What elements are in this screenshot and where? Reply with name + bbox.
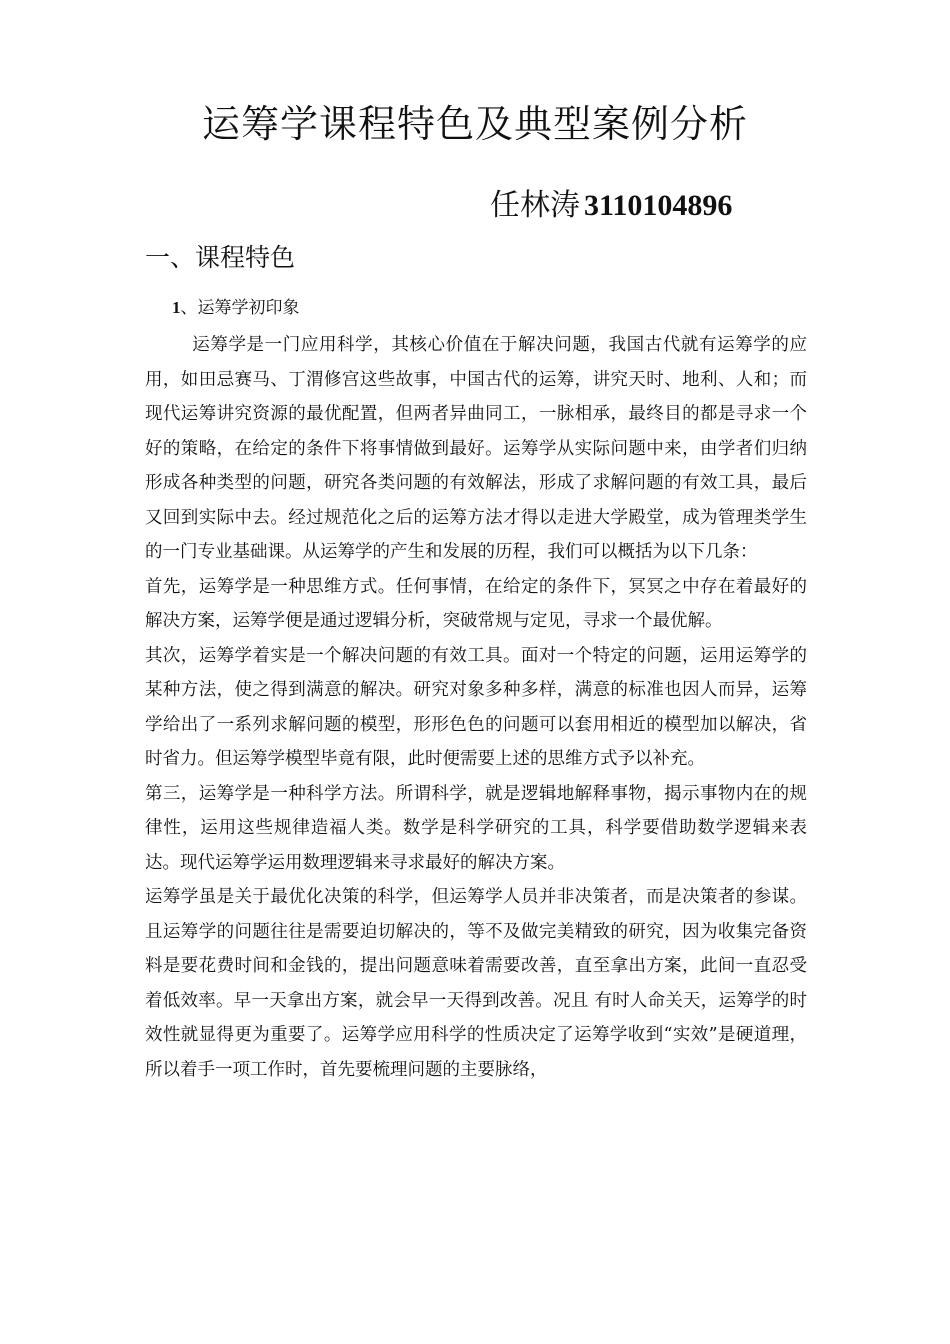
subsection-heading (172, 293, 300, 323)
document-title: 运筹学课程特色及典型案例分析 (201, 102, 748, 146)
author-name: 任林涛 (490, 188, 580, 223)
subsection-index: 1 (172, 298, 181, 317)
author-line (490, 184, 732, 228)
paragraph-first: 首先，运筹学是一种思维方式。任何事情，在给定的条件下，冥冥之中存在着最好的解决方案，运筹学便是通过逻辑分析，突破常规与定见，寻求一个最优解。 (145, 576, 807, 631)
paragraph-intro: 运筹学是一门应用科学，其核心价值在于解决问题，我国古代就有运筹学的应用，如田忌赛马、丁渭修宫这些故事，中国古代的运筹，讲究天时、地利、人和；而现代运筹讲究资源的最优配置，但两者异曲同工，一脉相承，最终目的都是寻求一个好的策略，在给定的条件下将事情做到最好。运筹学从实际问题中来，由学者们归纳形成各种类型的问题，研究各类问题的有效解法，形成了求解问题的有效工具，最后又回到实际中去。经过规范化之后的运筹方法才得以走进大学殿堂，成为管理类学生的一门专业基础课。从运筹学的产生和发展的历程，我们可以概括为以下几条： (145, 335, 807, 562)
paragraph-conclusion: 运筹学虽是关于最优化决策的科学，但运筹学人员并非决策者，而是决策者的参谋。且运筹学的问题往往是需要迫切解决的，等不及做完美精致的研究，因为收集完备资料是要花费时间和金钱的，提出问题意味着需要改善，直至拿出方案，此间一直忍受着低效率。早一天拿出方案，就会早一天得到改善。况且 有时人命关天，运筹学的时效性就显得更为重要了。运筹学应用科学的性质决定了运筹学收到“实效”是硬道理，所以着手一项工作时，首先要梳理问题的主要脉络， (145, 887, 807, 1080)
author-student-id: 3110104896 (584, 189, 733, 222)
subsection-title: 、运筹学初印象 (180, 298, 300, 318)
paragraph-third: 第三，运筹学是一种科学方法。所谓科学，就是逻辑地解释事物，揭示事物内在的规律性，运用这些规律造福人类。数学是科学研究的工具，科学要借助数学逻辑来表达。现代运筹学运用数理逻辑来寻求最好的解决方案。 (145, 783, 807, 873)
body-text (145, 328, 807, 1087)
section-heading: 一、课程特色 (145, 243, 296, 272)
paragraph-second: 其次，运筹学着实是一个解决问题的有效工具。面对一个特定的问题，运用运筹学的某种方法，使之得到满意的解决。研究对象多种多样，满意的标准也因人而异，运筹学给出了一系列求解问题的模型，形形色色的问题可以套用相近的模型加以解决，省时省力。但运筹学模型毕竟有限，此时便需要上述的思维方式予以补充。 (145, 645, 807, 769)
